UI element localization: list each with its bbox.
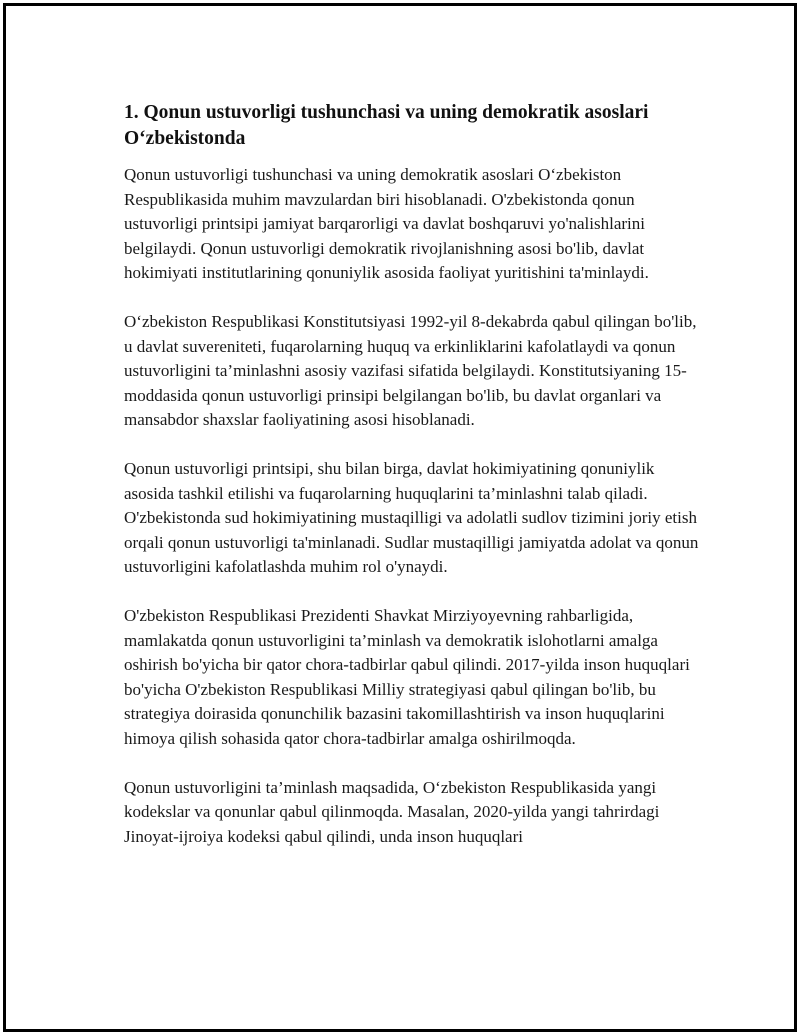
paragraph-5: Qonun ustuvorligini ta’minlash maqsadida, O‘zbekiston Respublikasida yangi kodekslar va qonunlar qabul qilinmoqda. Masalan, 2020-yilda yangi tahrirdagi Jinoyat-ijroiya kodeksi qabul qilindi, unda inson huquqlari: [124, 777, 660, 846]
page-frame: [3, 3, 797, 1032]
document-body: [120, 100, 700, 874]
paragraph-1: Qonun ustuvorligi tushunchasi va uning demokratik asoslari O‘zbekiston Respublikasida muhim mavzulardan biri hisoblanadi. O'zbekistonda qonun ustuvorligi printsipi jamiyat barqarorligi va davlat boshqaruvi yo'nalishlarini belgilaydi. Qonun ustuvorligi demokratik rivojlanishning asosi bo'lib, davlat hokimiyati institutlarining qonuniylik asosida faoliyat yuritishini ta'minlaydi.: [124, 165, 649, 282]
paragraph-2: O‘zbekiston Respublikasi Konstitutsiyasi 1992-yil 8-dekabrda qabul qilingan bo'lib, u davlat suvereniteti, fuqarolarning huquq va erkinliklarini kafolatlaydi va qonun ustuvorligini ta’minlashni asosiy vazifasi sifatida belgilaydi. Konstitutsiyaning 15-moddasida qonun ustuvorligi prinsipi belgilangan bo'lib, bu davlat organlari va mansabdor shaxslar faoliyatining asosi hisoblanadi.: [124, 312, 697, 429]
paragraph-3: Qonun ustuvorligi printsipi, shu bilan birga, davlat hokimiyatining qonuniylik asosida tashkil etilishi va fuqarolarning huquqlarini ta’minlashni talab qiladi. O'zbekistonda sud hokimiyatining mustaqilligi va adolatli sudlov tizimini joriy etish orqali qonun ustuvorligi ta'minlanadi. Sudlar mustaqilligi jamiyatda adolat va qonun ustuvorligini kafolatlashda muhim rol o'ynaydi.: [124, 459, 699, 576]
paragraph-4: O'zbekiston Respublikasi Prezidenti Shavkat Mirziyoyevning rahbarligida, mamlakatda qonun ustuvorligini ta’minlash va demokratik islohotlarni amalga oshirish bo'yicha bir qator chora-tadbirlar qabul qilindi. 2017-yilda inson huquqlari bo'yicha O'zbekiston Respublikasi Milliy strategiyasi qabul qilingan bo'lib, bu strategiya doirasida qonunchilik bazasini takomillashtirish va inson huquqlarini himoya qilish sohasida qator chora-tadbirlar amalga oshirilmoqda.: [124, 606, 690, 748]
section-heading: 1. Qonun ustuvorligi tushunchasi va uning demokratik asoslari O‘zbekistonda: [124, 102, 649, 149]
